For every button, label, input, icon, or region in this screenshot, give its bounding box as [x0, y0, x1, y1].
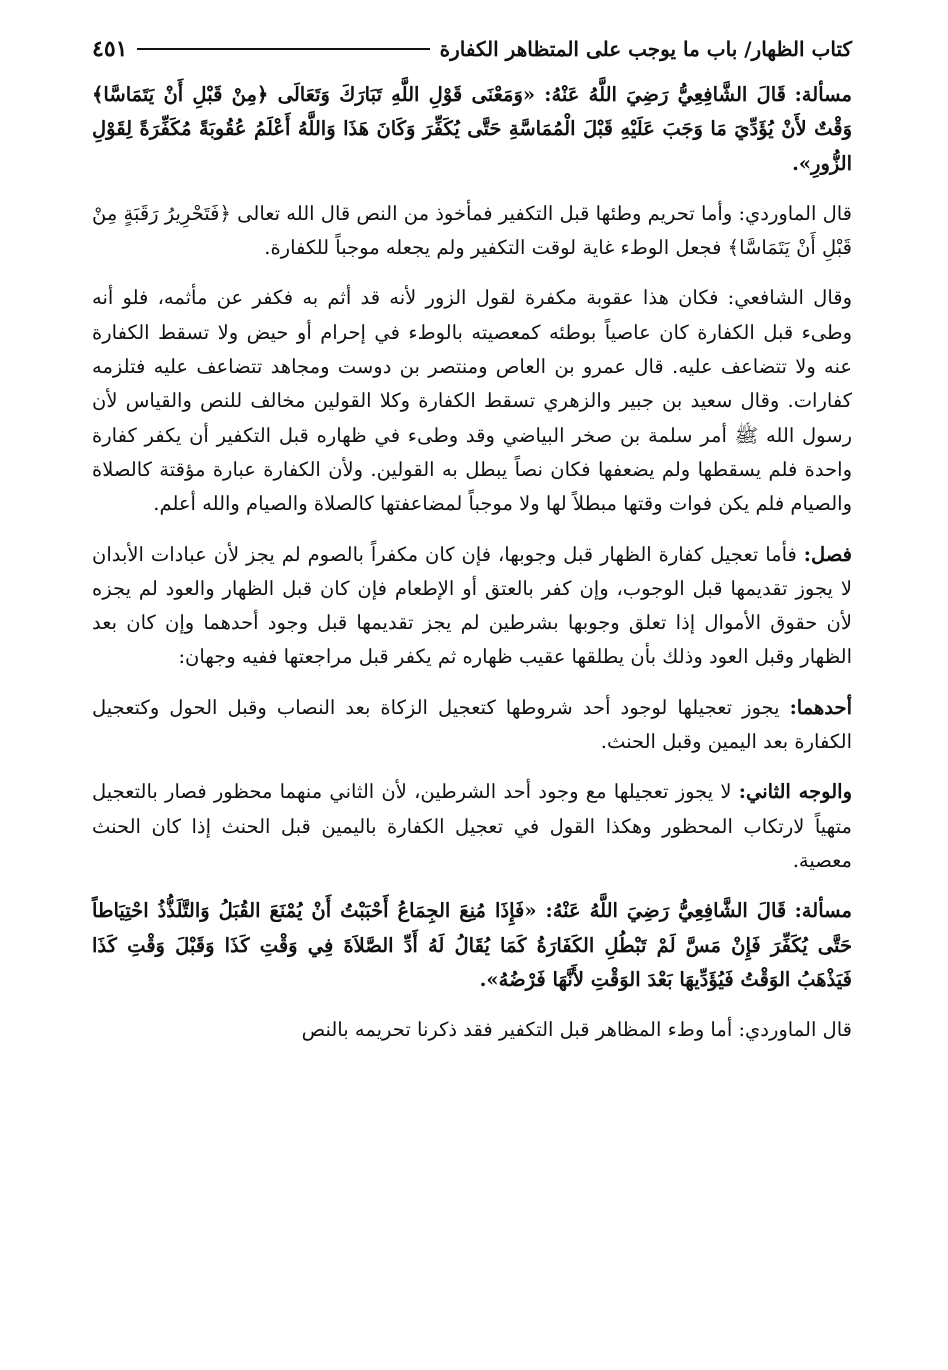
paragraph-text: يجوز تعجيلها لوجود أحد شروطها كتعجيل الزكاة بعد النصاب وقبل الحول وكتعجيل الكفارة بعد اليمين وقبل الحنث.	[92, 695, 852, 754]
running-title: كتاب الظهار/ باب ما يوجب على المتظاهر الكفارة	[439, 37, 852, 61]
paragraph-text: قال الماوردي: وأما تحريم وطئها قبل التكفير فمأخوذ من النص قال الله تعالى ﴿فَتَحْرِيرُ رَقَبَةٍ مِنْ قَبْلِ أَنْ يَتَمَاسَّا﴾ فجعل الوطء غاية لوقت التكفير ولم يجعله موجباً للكفارة.	[92, 201, 852, 260]
running-header	[92, 28, 852, 70]
header-rule	[137, 48, 429, 50]
paragraph-text: قَالَ الشَّافِعِيُّ رَضِيَ اللَّهُ عَنْهُ: «وَمَعْنَى قَوْلِ اللَّهِ تَبَارَكَ وَتَعَالَى ﴿مِنْ قَبْلِ أَنْ يَتَمَاسَّا﴾ وَقْتٌ لأَنْ يُؤَدِّيَ مَا وَجَبَ عَلَيْهِ قَبْلَ الْمُمَاسَّةِ حَتَّى يُكَفِّرَ وَكَانَ هَذَا وَاللَّهُ أَعْلَمُ عُقُوبَةً مُكَفِّرَةً لِقَوْلِ الزُّورِ».	[92, 83, 852, 175]
paragraph-shafii	[92, 281, 852, 521]
paragraph-text: لا يجوز تعجيلها مع وجود أحد الشرطين، لأن الثاني منهما محظور فصار بالتعجيل متهياً لارتكاب المحظور وهكذا القول في تعجيل الكفارة باليمين قبل الحنث إذا كان الحنث معصية.	[92, 780, 852, 872]
paragraph-lead: فصل:	[803, 542, 852, 566]
paragraph-text: قال الماوردي: أما وطء المظاهر قبل التكفير فقد ذكرنا تحريمه بالنص	[301, 1018, 852, 1042]
paragraph-text: قَالَ الشَّافِعِيُّ رَضِيَ اللَّهُ عَنْهُ: «فَإِذَا مُنِعَ الجِمَاعُ أَحْبَبْتُ أَنْ يُمْنَعَ القُبَلُ وَالتَّلَذُّذُ احْتِيَاطاً حَتَّى يُكَفِّرَ فَإِنْ مَسَّ لَمْ تَبْطُلِ الكَفَارَةُ كَمَا يُقَالُ لَهُ أَدِّ الصَّلاَةَ فِي وَقْتِ كَذَا وَقَبْلَ وَقْتِ كَذَا فَيَذْهَبُ الوَقْتُ فَيُؤَدِّيهَا بَعْدَ الوَقْتِ لأَنَّهَا فَرْضُهُ».	[92, 899, 852, 991]
paragraph-mawardi-2	[92, 1013, 852, 1047]
paragraph-mawardi-1	[92, 197, 852, 266]
paragraph-text: فأما تعجيل كفارة الظهار قبل وجوبها، فإن كان مكفراً بالصوم لم يجز لأن عبادات الأبدان لا يجوز تقديمها قبل الوجوب، وإن كفر بالعتق أو الإطعام فإن كان قبل الظهار والعود لم يجزه لأن حقوق الأموال إذا تعلق وجوبها بشرطين لم يجز تقديمها قبل وجود أحدهما وإن كان بعد الظهار وقبل العود وذلك بأن يطلقها عقيب ظهاره ثم يكفر قبل مراجعتها ففيه وجهان:	[92, 542, 852, 669]
paragraph-masala-2	[92, 894, 852, 997]
paragraph-lead: أحدهما:	[789, 695, 852, 719]
paragraph-masala-1	[92, 78, 852, 181]
paragraph-second-view	[92, 775, 852, 878]
paragraph-fasl	[92, 538, 852, 675]
page-number: ٤٥١	[92, 36, 128, 62]
book-page	[92, 28, 852, 1047]
paragraph-lead: والوجه الثاني:	[738, 780, 852, 804]
paragraph-lead: مسألة:	[794, 83, 852, 106]
paragraph-text: وقال الشافعي: فكان هذا عقوبة مكفرة لقول الزور لأنه قد أثم به فكفر عن مأثمه، فلو أنه وطىء قبل الكفارة كان عاصياً بوطئه كمعصيته بالوطء في إحرام أو حيض ولا تسقط الكفارة عنه ولا تتضاعف عليه. قال عمرو بن العاص ومنتصر بن دوست ومجاهد تتضاعف عليه فتلزمه كفارات. وقال سعيد بن جبير والزهري تسقط الكفارة وكلا القولين مخالف للنص والقياس لأن رسول الله ﷺ أمر سلمة بن صخر البياضي وقد وطىء في ظهاره قبل التكفير أن يكفر كفارة واحدة فلم يسقطها ولم يضعفها فكان نصاً يبطل به القولين. ولأن الكفارة عبارة مؤقتة كالصلاة والصيام فلم يكن فوات وقتها مبطلاً لها ولا موجباً لمضاعفتها كالصلاة والصيام والله أعلم.	[92, 286, 852, 516]
paragraph-first-view	[92, 691, 852, 760]
paragraph-lead: مسألة:	[794, 899, 852, 923]
